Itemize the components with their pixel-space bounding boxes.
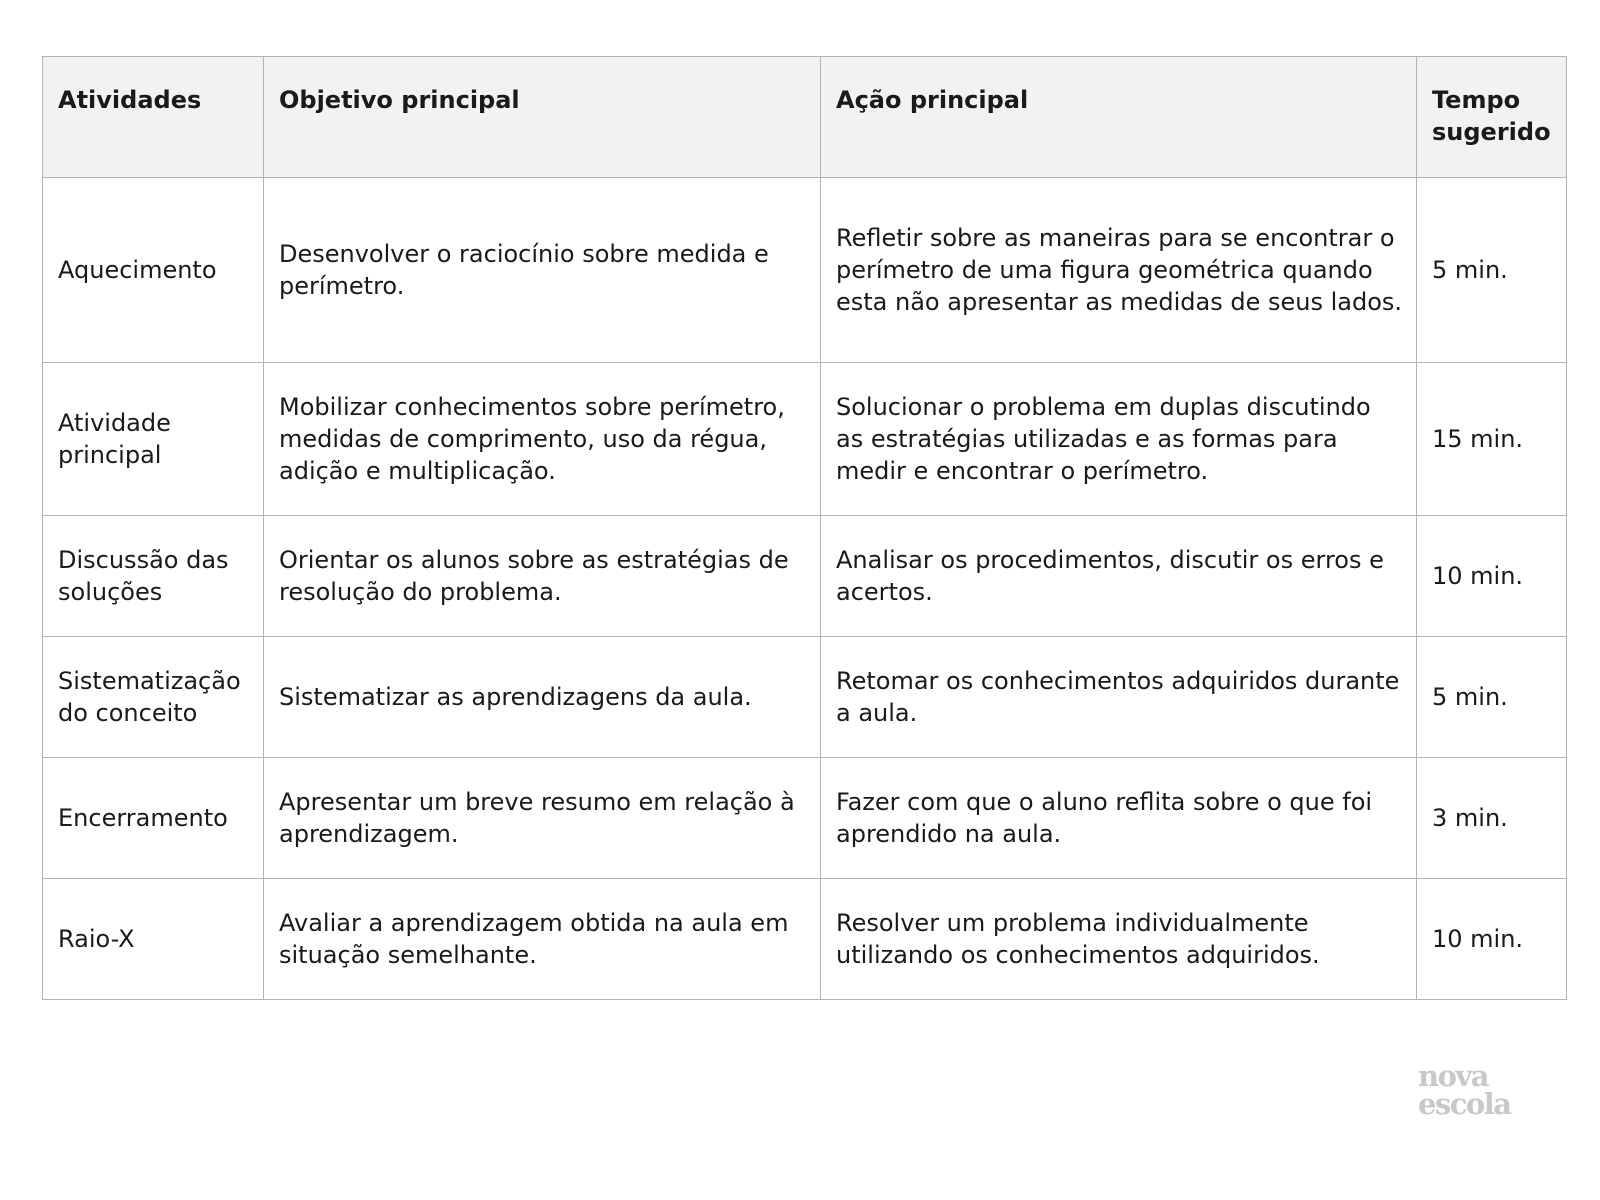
cell-atividade: Discussão das soluções: [43, 516, 264, 637]
table-row: [43, 363, 1567, 516]
cell-acao: Analisar os procedimentos, discutir os erros e acertos.: [821, 516, 1417, 637]
cell-atividade: Atividade principal: [43, 363, 264, 516]
logo-line-escola: escola: [1418, 1087, 1511, 1121]
table-row: [43, 178, 1567, 363]
table-row: [43, 637, 1567, 758]
cell-objetivo: Apresentar um breve resumo em relação à aprendizagem.: [264, 758, 821, 879]
cell-acao: Resolver um problema individualmente utilizando os conhecimentos adquiridos.: [821, 879, 1417, 1000]
cell-atividade: Encerramento: [43, 758, 264, 879]
table-row: [43, 879, 1567, 1000]
logo-line-nova: nova: [1418, 1059, 1489, 1093]
cell-tempo: 10 min.: [1417, 879, 1567, 1000]
cell-acao: Refletir sobre as maneiras para se encontrar o perímetro de uma figura geométrica quando esta não apresentar as medidas de seus lados.: [821, 178, 1417, 363]
cell-tempo: 5 min.: [1417, 637, 1567, 758]
cell-acao: Retomar os conhecimentos adquiridos durante a aula.: [821, 637, 1417, 758]
cell-tempo: 10 min.: [1417, 516, 1567, 637]
cell-tempo: 5 min.: [1417, 178, 1567, 363]
cell-acao: Fazer com que o aluno reflita sobre o que foi aprendido na aula.: [821, 758, 1417, 879]
cell-tempo: 15 min.: [1417, 363, 1567, 516]
table-row: [43, 758, 1567, 879]
header-objetivo-principal: Objetivo principal: [264, 57, 821, 178]
cell-atividade: Sistematização do conceito: [43, 637, 264, 758]
header-acao-principal: Ação principal: [821, 57, 1417, 178]
cell-objetivo: Orientar os alunos sobre as estratégias de resolução do problema.: [264, 516, 821, 637]
cell-objetivo: Mobilizar conhecimentos sobre perímetro, medidas de comprimento, uso da régua, adição e multiplicação.: [264, 363, 821, 516]
cell-objetivo: Avaliar a aprendizagem obtida na aula em situação semelhante.: [264, 879, 821, 1000]
header-atividades: Atividades: [43, 57, 264, 178]
table-row: [43, 516, 1567, 637]
table-header-row: [43, 57, 1567, 178]
header-tempo-sugerido: Tempo sugerido: [1417, 57, 1567, 178]
cell-objetivo: Desenvolver o raciocínio sobre medida e perímetro.: [264, 178, 821, 363]
cell-objetivo: Sistematizar as aprendizagens da aula.: [264, 637, 821, 758]
lesson-plan-table: [42, 56, 1567, 1000]
cell-acao: Solucionar o problema em duplas discutindo as estratégias utilizadas e as formas para medir e encontrar o perímetro.: [821, 363, 1417, 516]
cell-atividade: Raio-X: [43, 879, 264, 1000]
cell-tempo: 3 min.: [1417, 758, 1567, 879]
cell-atividade: Aquecimento: [43, 178, 264, 363]
nova-escola-logo: [1418, 1059, 1536, 1121]
